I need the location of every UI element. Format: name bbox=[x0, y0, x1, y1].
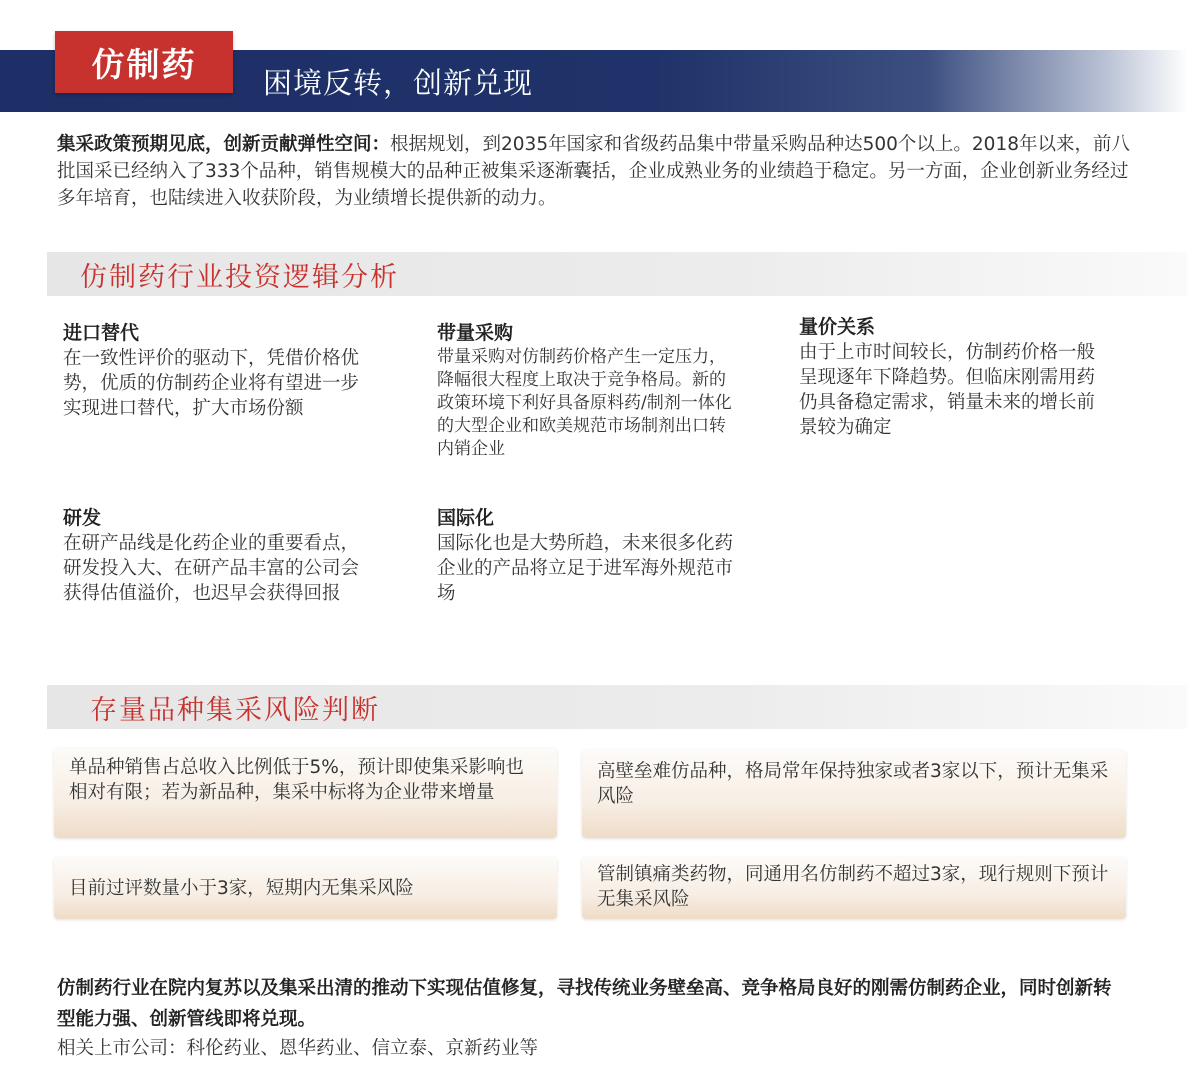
logic-heading: 国际化 bbox=[437, 507, 495, 529]
logic-item-price-volume bbox=[799, 314, 1109, 440]
logic-item-volume-procurement bbox=[437, 320, 742, 461]
logic-heading: 进口替代 bbox=[63, 322, 140, 344]
risk-box-controlled-analgesics: 管制镇痛类药物，同通用名仿制药不超过3家，现行规则下预计无集采风险 bbox=[582, 857, 1126, 919]
risk-box-approval-count: 目前过评数量小于3家，短期内无集采风险 bbox=[54, 857, 557, 919]
logic-section-title: 仿制药行业投资逻辑分析 bbox=[80, 261, 399, 293]
intro-paragraph bbox=[57, 131, 1132, 212]
intro-body: 根据规划，到2035年国家和省级药品集中带量采购品种达500个以上。2018年以来，前八批国采已经纳入了333个品种，销售规模大的品种正被集采逐渐囊括，企业成熟业务的业绩趋于稳定。另一方面，企业创新业务经过多年培育，也陆续进入收获阶段，为业绩增长提供新的动力。 bbox=[57, 134, 1130, 209]
intro-lead: 集采政策预期见底，创新贡献弹性空间： bbox=[57, 134, 391, 155]
logic-text: 由于上市时间较长，仿制药价格一般呈现逐年下降趋势。但临床刚需用药仍具备稳定需求，销量未来的增长前景较为确定 bbox=[799, 342, 1096, 438]
logic-heading: 研发 bbox=[63, 507, 102, 529]
logic-heading: 带量采购 bbox=[437, 322, 514, 344]
risk-section-title: 存量品种集采风险判断 bbox=[90, 694, 380, 726]
logic-item-import-substitution bbox=[63, 320, 368, 421]
risk-box-high-barrier: 高壁垒难仿品种，格局常年保持独家或者3家以下，预计无集采风险 bbox=[582, 750, 1126, 838]
logic-text: 在研产品线是化药企业的重要看点，研发投入大、在研产品丰富的公司会获得估值溢价，也迟早会获得回报 bbox=[63, 533, 360, 604]
conclusion-text: 仿制药行业在院内复苏以及集采出清的推动下实现估值修复，寻找传统业务壁垒高、竞争格局良好的刚需仿制药企业，同时创新转型能力强、创新管线即将兑现。 bbox=[57, 978, 1112, 1030]
category-badge: 仿制药 bbox=[55, 31, 233, 93]
logic-text: 国际化也是大势所趋，未来很多化药企业的产品将立足于进军海外规范市场 bbox=[437, 533, 734, 604]
logic-item-internationalization bbox=[437, 505, 742, 606]
header-subtitle: 困境反转，创新兑现 bbox=[263, 65, 534, 100]
logic-item-rnd bbox=[63, 505, 368, 606]
related-companies: 相关上市公司：科伦药业、恩华药业、信立泰、京新药业等 bbox=[57, 1038, 539, 1059]
risk-box-sales-share: 单品种销售占总收入比例低于5%，预计即使集采影响也相对有限；若为新品种，集采中标将为企业带来增量 bbox=[54, 748, 557, 838]
logic-text: 在一致性评价的驱动下，凭借价格优势，优质的仿制药企业将有望进一步实现进口替代，扩大市场份额 bbox=[63, 348, 360, 419]
logic-text: 带量采购对仿制药价格产生一定压力，降幅很大程度上取决于竞争格局。新的政策环境下利好具备原料药/制剂一体化的大型企业和欧美规范市场制剂出口转内销企业 bbox=[437, 347, 732, 459]
logic-heading: 量价关系 bbox=[799, 316, 876, 338]
